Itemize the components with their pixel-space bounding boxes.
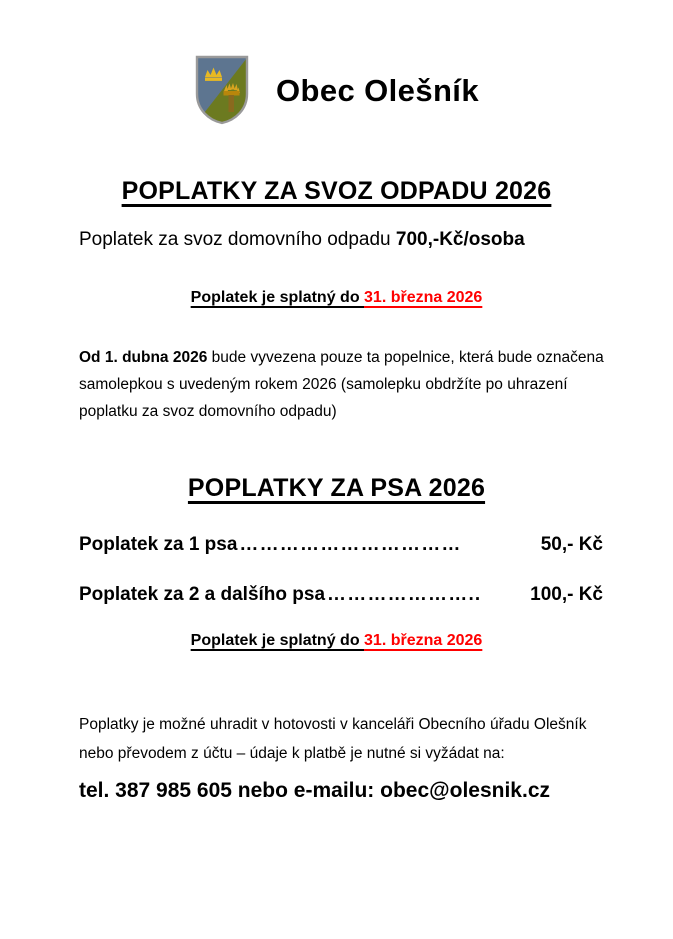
waste-due-date: 31. března 2026 xyxy=(364,289,483,306)
document-header xyxy=(0,54,673,126)
coat-of-arms-icon xyxy=(194,54,250,126)
dot-leader-icon: ………………….. xyxy=(327,584,482,605)
dog-due-label: Poplatek je splatný do xyxy=(190,632,365,649)
dog-heading-text: POPLATKY ZA PSA 2026 xyxy=(187,474,486,502)
dog-due-line xyxy=(0,631,673,650)
payment-info-paragraph xyxy=(0,710,673,768)
waste-note-rest: bude vyvezena pouze ta popelnice, která bude označena samolepkou s uvedeným rokem 2026 (samolepku obdržíte po uhrazení poplatku za svoz domovního odpadu) xyxy=(79,349,604,420)
waste-fee-label: Poplatek za svoz domovního odpadu xyxy=(79,229,396,250)
dog-section-heading xyxy=(0,474,673,503)
waste-heading-text: POPLATKY ZA SVOZ ODPADU 2026 xyxy=(121,177,552,205)
waste-fee-amount: 700,-Kč/osoba xyxy=(395,229,525,250)
contact-text: tel. 387 985 605 nebo e-mailu: obec@olesnik.cz xyxy=(79,779,551,802)
dog-fee-row-additional xyxy=(0,583,673,607)
contact-line xyxy=(0,778,673,804)
dog-fee-label-single: Poplatek za 1 psa xyxy=(79,534,238,555)
dog-fee-row-single xyxy=(0,533,673,557)
dog-fee-label-additional: Poplatek za 2 a dalšího psa xyxy=(79,584,326,605)
dog-fee-amount-single: 50,- Kč xyxy=(540,534,603,555)
payment-info-line-1: Poplatky je možné uhradit v hotovosti v kanceláři Obecního úřadu Olešník xyxy=(79,716,587,733)
payment-info-line-2: nebo převodem z účtu – údaje k platbě je nutné si vyžádat na: xyxy=(79,745,505,762)
dog-due-date: 31. března 2026 xyxy=(364,632,483,649)
waste-note-lead: Od 1. dubna 2026 xyxy=(79,349,208,366)
waste-due-label: Poplatek je splatný do xyxy=(190,289,365,306)
dog-fee-amount-additional: 100,- Kč xyxy=(530,584,603,605)
dot-leader-icon: …………………………… xyxy=(239,534,462,555)
page-title: Obec Olešník xyxy=(276,72,479,108)
waste-section-heading xyxy=(0,177,673,206)
waste-fee-line xyxy=(0,228,673,252)
waste-due-line xyxy=(0,288,673,307)
waste-note-paragraph xyxy=(0,344,673,425)
